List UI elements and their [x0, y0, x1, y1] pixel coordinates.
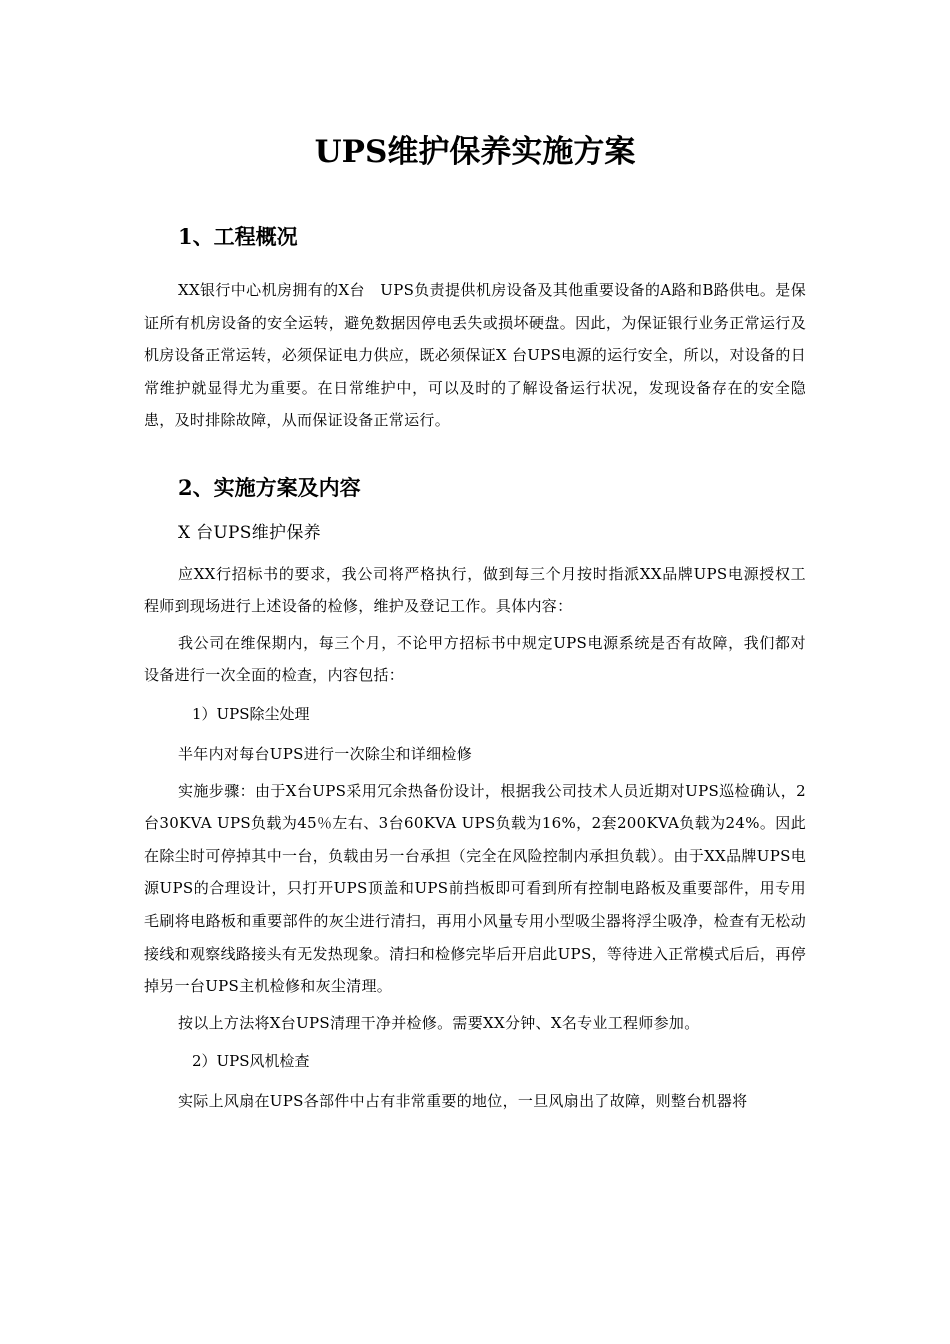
paragraph-inspection-scope: 我公司在维保期内，每三个月，不论甲方招标书中规定UPS电源系统是否有故障，我们都对设备进行一次全面的检查，内容包括：	[144, 633, 806, 685]
paragraph-fan: 实际上风扇在UPS各部件中占有非常重要的地位，一旦风扇出了故障，则整台机器将	[178, 1092, 748, 1111]
list-item-fan-check: 2）UPS风机检查	[192, 1052, 310, 1071]
paragraph-dust-frequency: 半年内对每台UPS进行一次除尘和详细检修	[178, 744, 473, 763]
subheading-ups-maintenance: X 台UPS维护保养	[178, 522, 321, 543]
document-title: UPS维护保养实施方案	[314, 134, 636, 170]
section-heading-overview: 1、工程概况	[178, 224, 298, 249]
list-item-dust-removal: 1）UPS除尘处理	[192, 704, 310, 723]
paragraph-method-summary: 按以上方法将X台UPS清理干净并检修。需要XX分钟、X名专业工程师参加。	[178, 1013, 700, 1032]
paragraph-requirements: 应XX行招标书的要求，我公司将严格执行，做到每三个月按时指派XX品牌UPS电源授权工程师到现场进行上述设备的检修，维护及登记工作。具体内容：	[144, 564, 806, 616]
section-heading-plan: 2、实施方案及内容	[178, 474, 361, 500]
paragraph-overview: XX银行中心机房拥有的X台 UPS负责提供机房设备及其他重要设备的A路和B路供电。是保证所有机房设备的安全运转，避免数据因停电丢失或损坏硬盘。因此，为保证银行业务正常运行及机房设备正常运转，必须保证电力供应，既必须保证X 台UPS电源的运行安全，所以，对设备的日常维护就显得尤为重要。在日常维护中，可以及时的了解设备运行状况，发现设备存在的安全隐患，及时排除故障，从而保证设备正常运行。	[144, 281, 806, 430]
paragraph-procedure: 实施步骤：由于X台UPS采用冗余热备份设计，根据我公司技术人员近期对UPS巡检确认，2台30KVA UPS负载为45％左右、3台60KVA UPS负载为16%，2套200KVA负载为24%。因此在除尘时可停掉其中一台，负载由另一台承担（完全在风险控制内承担负载）。由于XX品牌UPS电源UPS的合理设计，只打开UPS顶盖和UPS前挡板即可看到所有控制电路板及重要部件，用专用毛刷将电路板和重要部件的灰尘进行清扫，再用小风量专用小型吸尘器将浮尘吸净，检查有无松动接线和观察线路接头有无发热现象。清扫和检修完毕后开启此UPS，等待进入正常模式后后，再停掉另一台UPS主机检修和灰尘清理。	[144, 781, 806, 996]
